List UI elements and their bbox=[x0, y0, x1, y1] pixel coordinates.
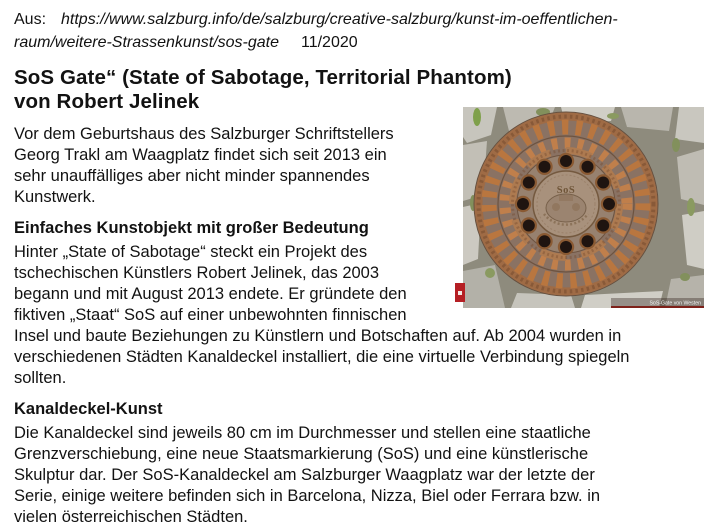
text-line: tschechischen Künstlers Robert Jelinek, das 2003 bbox=[14, 264, 380, 282]
badge-glyph-icon bbox=[458, 291, 462, 295]
watermark-text: SoS-Gate von Westen bbox=[649, 300, 701, 307]
text-line: Georg Trakl am Waagplatz findet sich seit 2013 ein bbox=[14, 146, 387, 164]
text-line: sollten. bbox=[14, 369, 67, 387]
text-line: Insel und baute Beziehungen zu Künstlern und Botschaften auf. Ab 2004 wurden in bbox=[14, 327, 622, 345]
text-line: Vor dem Geburtshaus des Salzburger Schriftstellers bbox=[14, 125, 394, 143]
article-title-line-1: SoS Gate“ (State of Sabotage, Territorial Phantom) bbox=[14, 66, 512, 89]
source-date: 11/2020 bbox=[301, 34, 358, 51]
text-line: Skulptur dar. Der SoS-Kanaldeckel am Salzburger Waagplatz war der letzte der bbox=[14, 466, 595, 484]
manhole-cover-illustration bbox=[463, 107, 704, 308]
text-line: Serie, einige weitere befinden sich in Barcelona, Nizza, Biel oder Ferrara bzw. in bbox=[14, 487, 601, 505]
text-line: Kunstwerk. bbox=[14, 188, 96, 206]
photo-save-badge[interactable] bbox=[455, 283, 465, 302]
text-line: vielen österreichischen Städten. bbox=[14, 508, 248, 526]
section-heading-bedeutung: Einfaches Kunstobjekt mit großer Bedeutung bbox=[14, 219, 369, 237]
source-url-line-2: raum/weitere-Strassenkunst/sos-gate bbox=[14, 34, 279, 51]
text-line: fiktiven „Staat“ SoS auf einer unbewohnten finnischen bbox=[14, 306, 407, 324]
text-line: sehr unauffälliges aber nicht minder spannendes bbox=[14, 167, 370, 185]
text-line: begann und mit August 2013 endete. Er gründete den bbox=[14, 285, 407, 303]
photo-watermark bbox=[611, 298, 704, 308]
section-paragraph-kanaldeckel bbox=[14, 423, 706, 528]
source-line-2 bbox=[14, 31, 706, 54]
cover-sos-label: SoS bbox=[556, 185, 576, 196]
text-line: Die Kanaldeckel sind jeweils 80 cm im Durchmesser und stellen eine staatliche bbox=[14, 424, 591, 442]
text-line: verschiedenen Städten Kanaldeckel installiert, die eine virtuelle Verbindung spiegeln bbox=[14, 348, 630, 366]
source-citation bbox=[14, 8, 706, 54]
section-heading-kanaldeckel: Kanaldeckel-Kunst bbox=[14, 400, 163, 418]
source-url-line-1: https://www.salzburg.info/de/salzburg/creative-salzburg/kunst-im-oeffentlichen- bbox=[61, 11, 618, 28]
article-title-line-2: von Robert Jelinek bbox=[14, 90, 200, 113]
manhole-cover-photo bbox=[463, 107, 704, 308]
text-line: Hinter „State of Sabotage“ steckt ein Projekt des bbox=[14, 243, 368, 261]
manhole-cover bbox=[474, 112, 658, 296]
source-prefix: Aus: bbox=[14, 11, 47, 28]
source-line-1 bbox=[14, 8, 706, 31]
text-line: Grenzverschiebung, eine neue Staatsmarkierung (SoS) und eine künstlerische bbox=[14, 445, 589, 463]
